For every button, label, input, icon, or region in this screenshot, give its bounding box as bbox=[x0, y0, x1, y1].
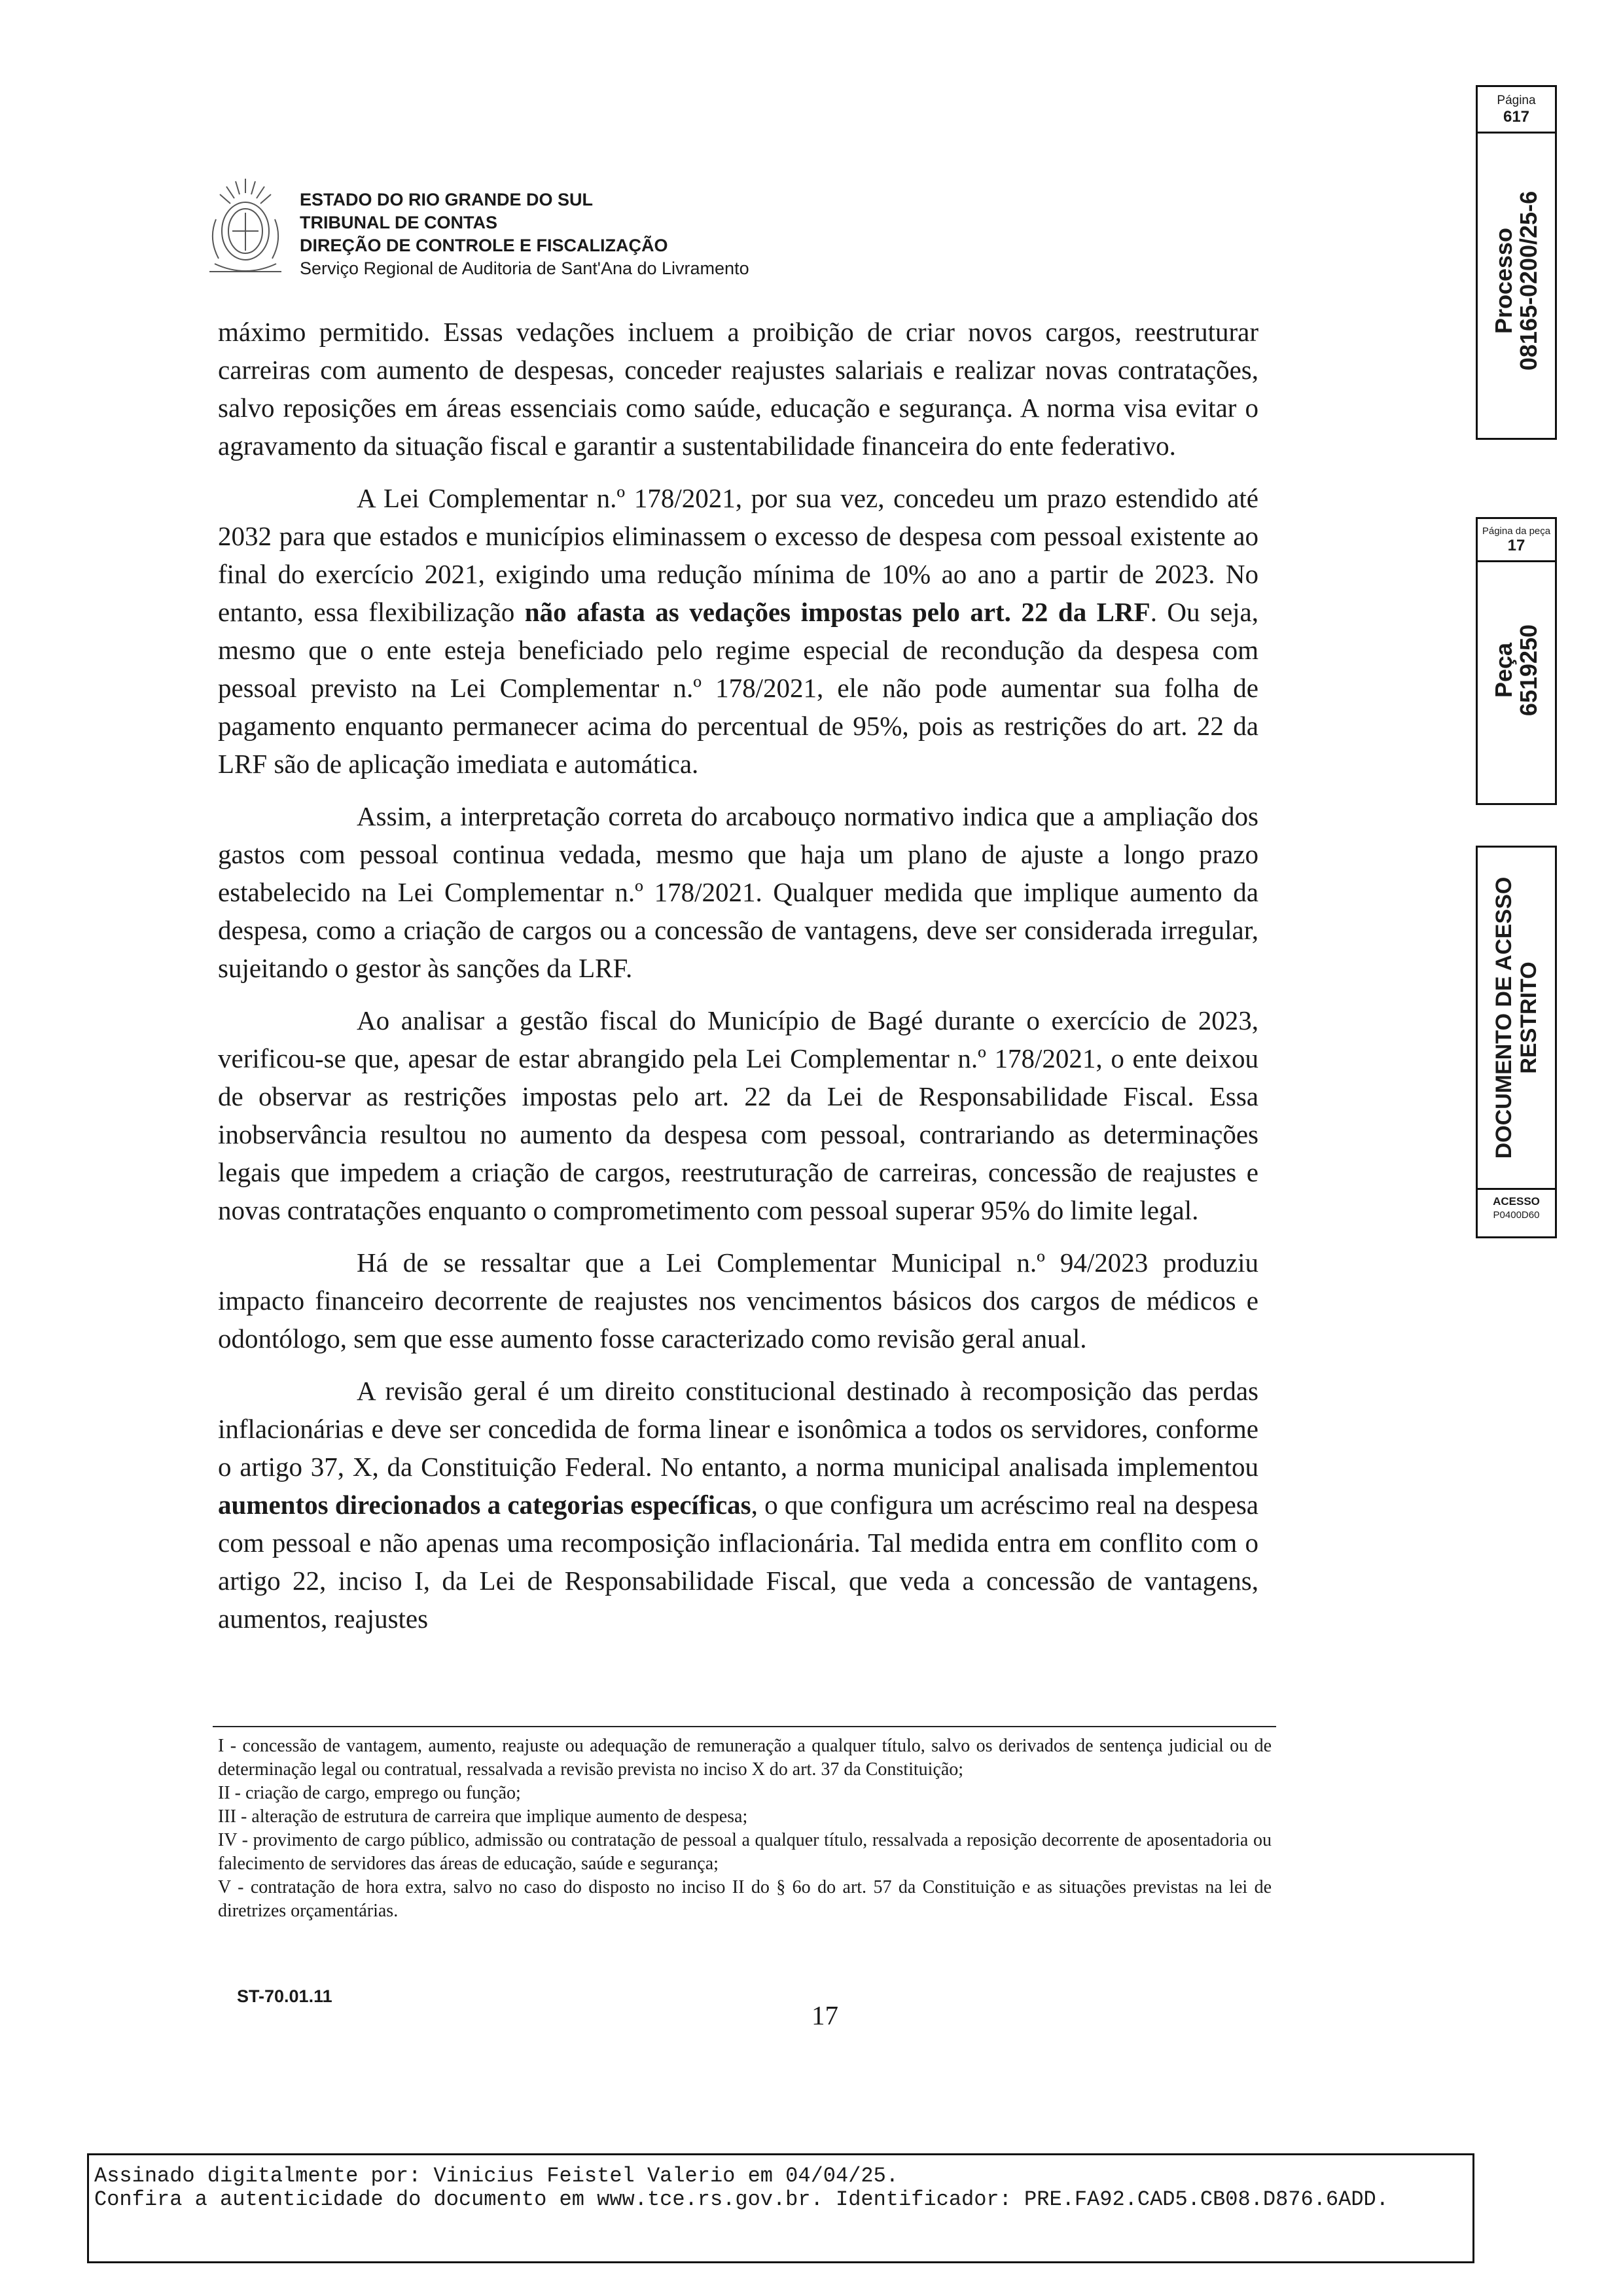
document-body bbox=[218, 313, 1258, 1652]
digital-signature-box bbox=[87, 2153, 1474, 2263]
process-text bbox=[1491, 191, 1541, 370]
document-code: ST-70.01.11 bbox=[237, 1986, 332, 2006]
paragraph-2 bbox=[218, 479, 1258, 783]
access-stamp bbox=[1476, 846, 1557, 1238]
footnote-item: IV - provimento de cargo público, admissão ou contratação de pessoal a qualquer título, ressalvada a reposição decorrente de aposentadoria ou falecimento de servidores das áreas de educação, saúde e segurança; bbox=[218, 1830, 1272, 1874]
paragraph-3: Assim, a interpretação correta do arcabouço normativo indica que a ampliação dos gastos com pessoal continua vedada, mesmo que haja um plano de ajuste a longo prazo estabelecido na Lei Complementar n.º 178/2021. Qualquer medida que implique aumento da despesa, como a criação de cargos ou a concessão de vantagens, deve ser considerada irregular, sujeitando o gestor às sanções da LRF. bbox=[218, 801, 1258, 983]
footnote-item: II - criação de cargo, emprego ou função; bbox=[218, 1783, 521, 1803]
piece-label: Peça bbox=[1490, 642, 1517, 698]
header-directorate: DIREÇÃO DE CONTROLE E FISCALIZAÇÃO bbox=[300, 236, 668, 255]
footnote-item: III - alteração de estrutura de carreira que implique aumento de despesa; bbox=[218, 1806, 748, 1827]
access-label: ACESSO bbox=[1493, 1195, 1540, 1208]
paragraph-6-text-a: A revisão geral é um direito constitucional destinado à recomposição das perdas inflacionárias e deve ser concedida de forma linear e isonômica a todos os servidores, conforme o artigo 37, X, da Constituição Federal. No entanto, a norma municipal analisada implementou bbox=[218, 1376, 1258, 1482]
header-service: Serviço Regional de Auditoria de Sant'Ana do Livramento bbox=[300, 259, 749, 278]
header-titles bbox=[300, 188, 749, 280]
paragraph-5: Há de se ressaltar que a Lei Complementar Municipal n.º 94/2023 produziu impacto financeiro decorrente de reajustes nos vencimentos básicos dos cargos de médicos e odontólogo, sem que esse aumento fosse caracterizado como revisão geral anual. bbox=[218, 1247, 1258, 1354]
piece-stamp bbox=[1476, 517, 1557, 805]
access-code: P0400D60 bbox=[1493, 1210, 1540, 1221]
header-tribunal: TRIBUNAL DE CONTAS bbox=[300, 213, 497, 232]
paragraph-2-emphasis: não afasta as vedações impostas pelo art. 22 da LRF bbox=[524, 597, 1150, 627]
paragraph-2-text-b: . Ou seja, mesmo que o ente esteja beneficiado pelo regime especial de recondução da despesa com pessoal previsto na Lei Complementar n.º 178/2021, ele não pode aumentar sua folha de pagamento enquanto permanecer acima do percentual de 95%, pois as restrições do art. 22 da LRF são de aplicação imediata e automática. bbox=[218, 597, 1258, 779]
process-label: Processo bbox=[1490, 227, 1517, 334]
process-number: 08165-0200/25-6 bbox=[1515, 190, 1542, 371]
paragraph-6 bbox=[218, 1372, 1258, 1638]
access-line-1: DOCUMENTO DE ACESSO bbox=[1491, 876, 1516, 1159]
process-vertical bbox=[1478, 134, 1555, 428]
page-number: 17 bbox=[812, 2000, 838, 2030]
page-label: Página bbox=[1497, 94, 1536, 107]
piece-page-label: Página da peça bbox=[1482, 526, 1551, 537]
footnote-divider bbox=[213, 1726, 1276, 1727]
process-stamp bbox=[1476, 85, 1557, 440]
paragraph-2-text-a: A Lei Complementar n.º 178/2021, por sua vez, concedeu um prazo estendido até 2032 para que estados e municípios eliminassem o excesso de despesa com pessoal existente ao final do exercício 2021, exigindo uma redução mínima de 10% ao ano a partir de 2023. No entanto, essa flexibilização bbox=[218, 483, 1258, 627]
access-vertical bbox=[1478, 848, 1555, 1188]
paragraph-6-emphasis: aumentos direcionados a categorias específicas bbox=[218, 1490, 751, 1520]
document-header bbox=[196, 164, 1113, 295]
footnote-item: I - concessão de vantagem, aumento, reajuste ou adequação de remuneração a qualquer título, salvo os derivados de sentença judicial ou de determinação legal ou contratual, ressalvada a revisão prevista no inciso X do art. 37 da Constituição; bbox=[218, 1736, 1272, 1780]
piece-text bbox=[1491, 624, 1541, 716]
piece-vertical bbox=[1478, 562, 1555, 778]
piece-page-value: 17 bbox=[1478, 537, 1555, 562]
paragraph-1: máximo permitido. Essas vedações incluem a proibição de criar novos cargos, reestruturar carreiras com aumento de despesas, conceder reajustes salariais e realizar novas contratações, salvo reposições em áreas essenciais como saúde, educação e segurança. A norma visa evitar o agravamento da situação fiscal e garantir a sustentabilidade financeira do ente federativo. bbox=[218, 317, 1258, 461]
state-coat-of-arms-icon bbox=[196, 173, 294, 285]
footnote-item: V - contratação de hora extra, salvo no caso do disposto no inciso II do § 6o do art. 57 da Constituição e as situações previstas na lei de diretrizes orçamentárias. bbox=[218, 1877, 1272, 1921]
paragraph-6-text-b: , o que configura um acréscimo real na despesa com pessoal e não apenas uma recomposição inflacionária. Tal medida entra em conflito com o artigo 22, inciso I, da Lei de Responsabilidade Fiscal, que veda a concessão de vantagens, aumentos, reajustes bbox=[218, 1490, 1258, 1634]
signature-line: Assinado digitalmente por: Vinicius Feistel Valerio em 04/04/25. bbox=[94, 2164, 899, 2188]
footnotes bbox=[218, 1734, 1272, 1923]
page-value: 617 bbox=[1478, 108, 1555, 134]
header-state: ESTADO DO RIO GRANDE DO SUL bbox=[300, 190, 594, 209]
access-text bbox=[1491, 877, 1541, 1159]
piece-number: 6519250 bbox=[1515, 624, 1542, 717]
paragraph-4: Ao analisar a gestão fiscal do Município de Bagé durante o exercício de 2023, verificou-se que, apesar de estar abrangido pela Lei Complementar n.º 178/2021, o ente deixou de observar as restrições impostas pelo art. 22 da Lei de Responsabilidade Fiscal. Essa inobservância resultou no aumento da despesa com pessoal, contrariando as determinações legais que impedem a criação de cargos, reestruturação de carreiras, concessão de reajustes e novas contratações enquanto o comprometimento com pessoal superar 95% do limite legal. bbox=[218, 1005, 1258, 1225]
verification-line: Confira a autenticidade do documento em www.tce.rs.gov.br. Identificador: PRE.FA92.CAD5.CB08.D876.6ADD. bbox=[94, 2187, 1389, 2212]
access-line-2: RESTRITO bbox=[1516, 961, 1541, 1074]
